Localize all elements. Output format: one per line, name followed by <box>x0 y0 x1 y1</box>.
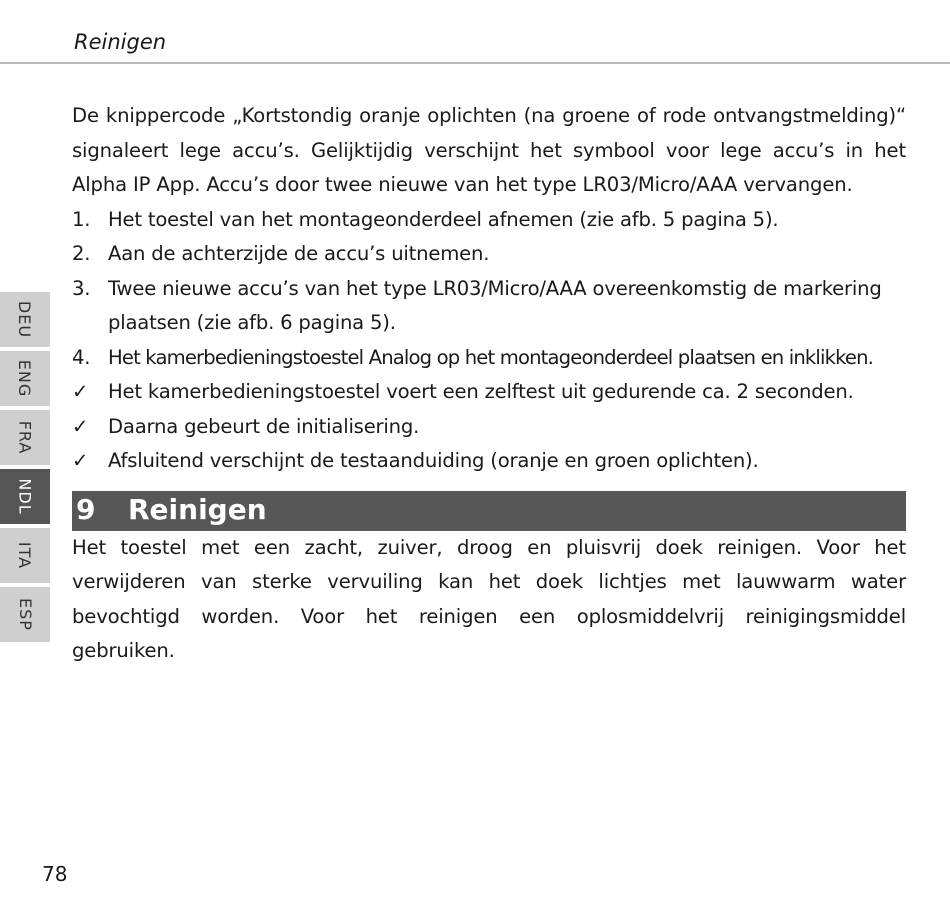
result-item-1 <box>72 375 906 410</box>
step-text: Het toestel van het montageonderdeel afnemen (zie afb. 5 pagina 5). <box>108 207 779 231</box>
result-item-2 <box>72 410 906 445</box>
step-text: Aan de achterzijde de accu’s uitnemen. <box>108 242 490 265</box>
step-text: Het kamerbedieningstoestel Analog op het montageonderdeel plaatsen en inklikken. <box>108 345 874 369</box>
step-marker: 4. <box>72 345 91 369</box>
step-item-3 <box>72 272 906 341</box>
language-tab-eng[interactable] <box>0 351 50 406</box>
check-icon: ✓ <box>72 380 89 403</box>
step-marker: 1. <box>72 207 91 231</box>
language-tab-label: NDL <box>15 478 35 515</box>
result-text: Afsluitend verschijnt de testaanduiding (oranje en groen oplichten). <box>108 449 759 472</box>
page-content <box>72 99 906 669</box>
language-tab-label: ITA <box>15 541 35 570</box>
step-list <box>72 203 906 479</box>
language-tab-label: DEU <box>15 300 35 339</box>
language-tab-fra[interactable] <box>0 410 50 465</box>
language-tab-ita[interactable] <box>0 528 50 583</box>
step-item-2 <box>72 237 906 272</box>
page-number: 78 <box>42 862 68 886</box>
intro-paragraph: De knippercode „Kortstondig oranje oplichten (na groene of rode ontvangstmelding)“ signaleert lege accu’s. Gelijktijdig verschijnt het symbool voor lege accu’s in het Alpha IP App. Accu’s door twee nieuwe van het type LR03/Micro/AAA vervangen. <box>72 104 906 196</box>
language-tab-label: ENG <box>15 359 35 398</box>
language-tab-label: ESP <box>15 598 35 631</box>
language-tab-ndl[interactable] <box>0 469 50 524</box>
check-icon: ✓ <box>72 414 89 438</box>
step-text: Twee nieuwe accu’s van het type LR03/Micro/AAA overeenkomstig de markering plaatsen (zie afb. 6 pagina 5). <box>108 276 882 334</box>
section-title: Reinigen <box>128 493 267 527</box>
step-marker: 3. <box>72 276 91 300</box>
language-tabs <box>0 292 50 646</box>
step-item-4 <box>72 341 906 376</box>
result-text: Daarna gebeurt de initialisering. <box>108 414 420 438</box>
section-heading <box>72 491 906 531</box>
language-tab-deu[interactable] <box>0 292 50 347</box>
step-marker: 2. <box>72 242 91 265</box>
step-item-1 <box>72 203 906 238</box>
check-icon: ✓ <box>72 449 89 472</box>
section-number: 9 <box>76 493 96 527</box>
running-header: Reinigen <box>74 30 167 54</box>
header-rule <box>0 62 950 64</box>
language-tab-esp[interactable] <box>0 587 50 642</box>
language-tab-label: FRA <box>15 420 35 455</box>
result-item-3 <box>72 444 906 479</box>
result-text: Het kamerbedieningstoestel voert een zelftest uit gedurende ca. 2 seconden. <box>108 380 854 403</box>
section-body: Het toestel met een zacht, zuiver, droog en pluisvrij doek reinigen. Voor het verwijderen van sterke vervuiling kan het doek lichtjes met lauwwarm water bevochtigd worden. Voor het reinigen een oplosmiddelvrij reinigingsmiddel gebruiken. <box>72 535 906 662</box>
